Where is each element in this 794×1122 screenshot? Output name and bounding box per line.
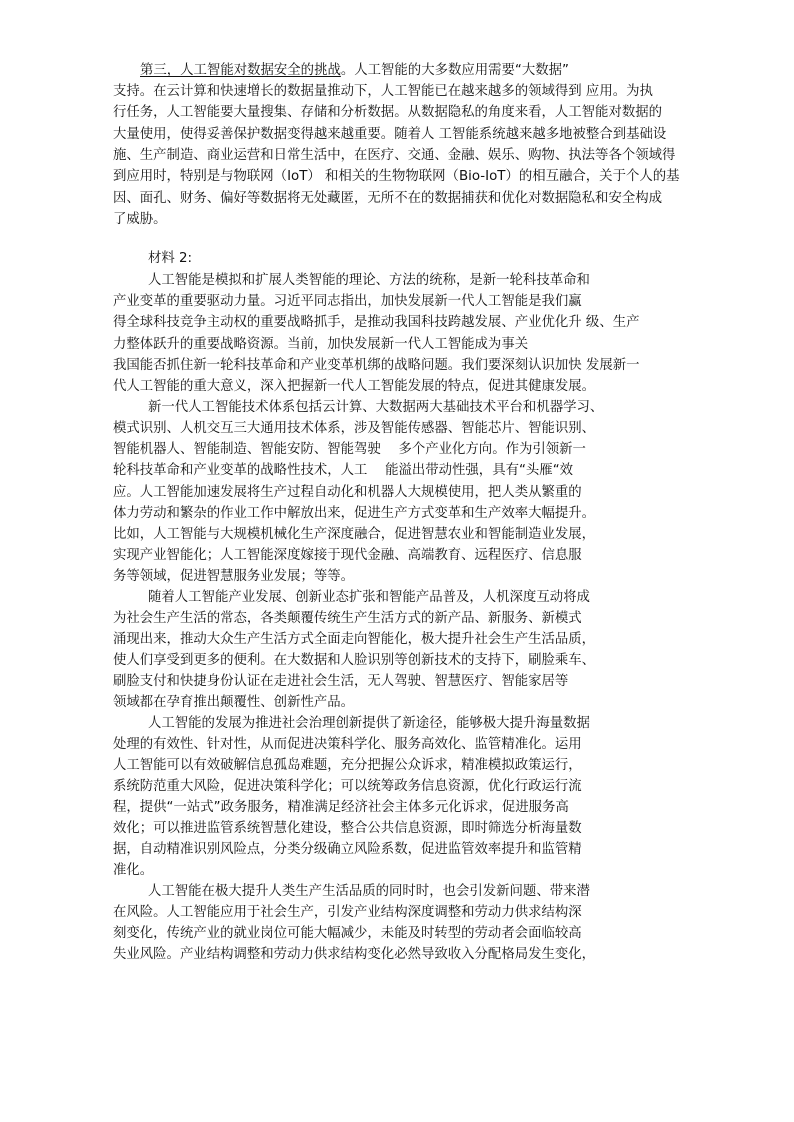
paragraph-line: 了威胁。 (113, 212, 167, 227)
paragraph-line: 系统防范重大风险，促进决策科学化；可以统筹政务信息资源，优化行政运行流 (113, 779, 582, 794)
paragraph-line: 实现产业智能化；人工智能深度嫁接于现代金融、高端教育、远程医疗、信息服 (113, 548, 582, 563)
material-two-title: 材料 2: (148, 251, 193, 266)
paragraph-line: 失业风险。产业结构调整和劳动力供求结构变化必然导致收入分配格局发生变化， (113, 947, 596, 962)
paragraph-line: 代人工智能的重大意义，深入把握新一代人工智能发展的特点，促进其健康发展。 (113, 379, 596, 394)
paragraph-line: 。人工智能的大多数应用需要“大数据” (340, 63, 569, 78)
paragraph-line: 体力劳动和繁杂的作业工作中解放出来，促进生产方式变革和生产效率大幅提升。 (113, 506, 596, 521)
paragraph-line: 轮科技革命和产业变革的战略性技术，人工 能溢出带动性强，具有“头雁“效 (113, 463, 574, 478)
paragraph-line: 随着人工智能产业发展、创新业态扩张和智能产品普及，人机深度互动将成 (148, 590, 590, 605)
paragraph-line: 人工智能是模拟和扩展人类智能的理论、方法的统称，是新一轮科技革命和 (148, 273, 590, 288)
paragraph-line: 刻变化，传统产业的就业岗位可能大幅减少，未能及时转型的劳动者会面临较高 (113, 926, 582, 941)
paragraph-line: 准化。 (113, 863, 154, 878)
paragraph-line: 人工智能在极大提升人类生产生活品质的同时时，也会引发新问题、带来潜 (148, 884, 590, 899)
section-three-heading: 第三，人工智能对数据安全的挑战 (140, 63, 341, 78)
paragraph-line: 在风险。人工智能应用于社会生产，引发产业结构深度调整和劳动力供求结构深 (113, 905, 582, 920)
paragraph-line: 模式识别、人机交互三大通用技术体系，涉及智能传感器、智能芯片、智能识别、 (113, 421, 596, 436)
paragraph-line: 涌现出来，推动大众生产生活方式全面走向智能化，极大提升社会生产生活品质， (113, 632, 596, 647)
paragraph-line: 使人们享受到更多的便利。在大数据和人脸识别等创新技术的支持下，刷脸乘车、 (113, 653, 596, 668)
paragraph-line: 因、面孔、财务、偏好等数据将无处藏匿，无所不在的数据捕获和优化对数据隐私和安全构成 (113, 191, 663, 206)
paragraph-line: 到应用时，特别是与物联网（IoT） 和相关的生物物联网（Bio-IoT）的相互融合，关于个人的基 (113, 169, 680, 184)
paragraph-line: 为社会生产生活的常态，各类颠覆传统生产生活方式的新产品、新服务、新模式 (113, 611, 582, 626)
paragraph-line: 领域都在孕育推出颠覆性、创新性产品。 (113, 695, 355, 710)
paragraph-line: 效化；可以推进监管系统智慧化建设，整合公共信息资源，即时筛选分析海量数 (113, 821, 582, 836)
paragraph-line: 刷脸支付和快捷身份认证在走进社会生活，无人驾驶、智慧医疗、智能家居等 (113, 674, 569, 689)
paragraph-line: 处理的有效性、针对性，从而促进决策科学化、服务高效化、监管精准化。运用 (113, 737, 582, 752)
paragraph-line: 据，自动精准识别风险点，分类分级确立风险系数，促进监管效率提升和监管精 (113, 842, 582, 857)
paragraph-line: 新一代人工智能技术体系包括云计算、大数据两大基础技术平台和机器学习、 (148, 400, 604, 415)
paragraph-line: 行任务，人工智能要大量搜集、存储和分析数据。从数据隐私的角度来看，人工智能对数据的 (113, 105, 663, 120)
paragraph-line: 大量使用，使得妥善保护数据变得越来越重要。随着人 工智能系统越来越多地被整合到基础设 (113, 127, 667, 142)
paragraph-line: 支持。在云计算和快速增长的数据量推动下，人工智能已在越来越多的领域得到 应用。为执 (113, 84, 653, 99)
paragraph-line: 我国能否抓住新一轮科技革命和产业变革机绑的战略问题。我们要深刻认识加快 发展新一 (113, 358, 640, 373)
paragraph-line: 施、生产制造、商业运营和日常生活中，在医疗、交通、金融、娱乐、购物、执法等各个领域得 (113, 148, 676, 163)
paragraph-line: 智能机器人、智能制造、智能安防、智能驾驶 多个产业化方向。作为引领新一 (113, 442, 586, 457)
paragraph-line: 人工智能的发展为推进社会治理创新提供了新途径，能够极大提升海量数据 (148, 716, 590, 731)
paragraph-line: 人工智能可以有效破解信息孤岛难题，充分把握公众诉求，精准模拟政策运行， (113, 758, 582, 773)
paragraph-line: 力整体跃升的重要战略资源。当前，加快发展新一代人工智能成为事关 (113, 337, 529, 352)
paragraph-line: 程，提供“一站式”政务服务，精准满足经济社会主体多元化诉求，促进服务高 (113, 800, 569, 815)
paragraph-line: 应。人工智能加速发展将生产过程自动化和机器人大规模使用，把人类从繁重的 (113, 485, 582, 500)
paragraph-line: 得全球科技竞争主动权的重要战略抓手，是推动我国科技跨越发展、产业优化升 级、生产 (113, 315, 640, 330)
paragraph-line: 产业变革的重要驱动力量。习近平同志指出，加快发展新一代人工智能是我们赢 (113, 294, 582, 309)
section-three-first-line (140, 62, 569, 80)
paragraph-line: 务等领域，促进智慧服务业发展；等等。 (113, 569, 355, 584)
paragraph-line: 比如，人工智能与大规模机械化生产深度融合，促进智慧农业和智能制造业发展， (113, 527, 596, 542)
